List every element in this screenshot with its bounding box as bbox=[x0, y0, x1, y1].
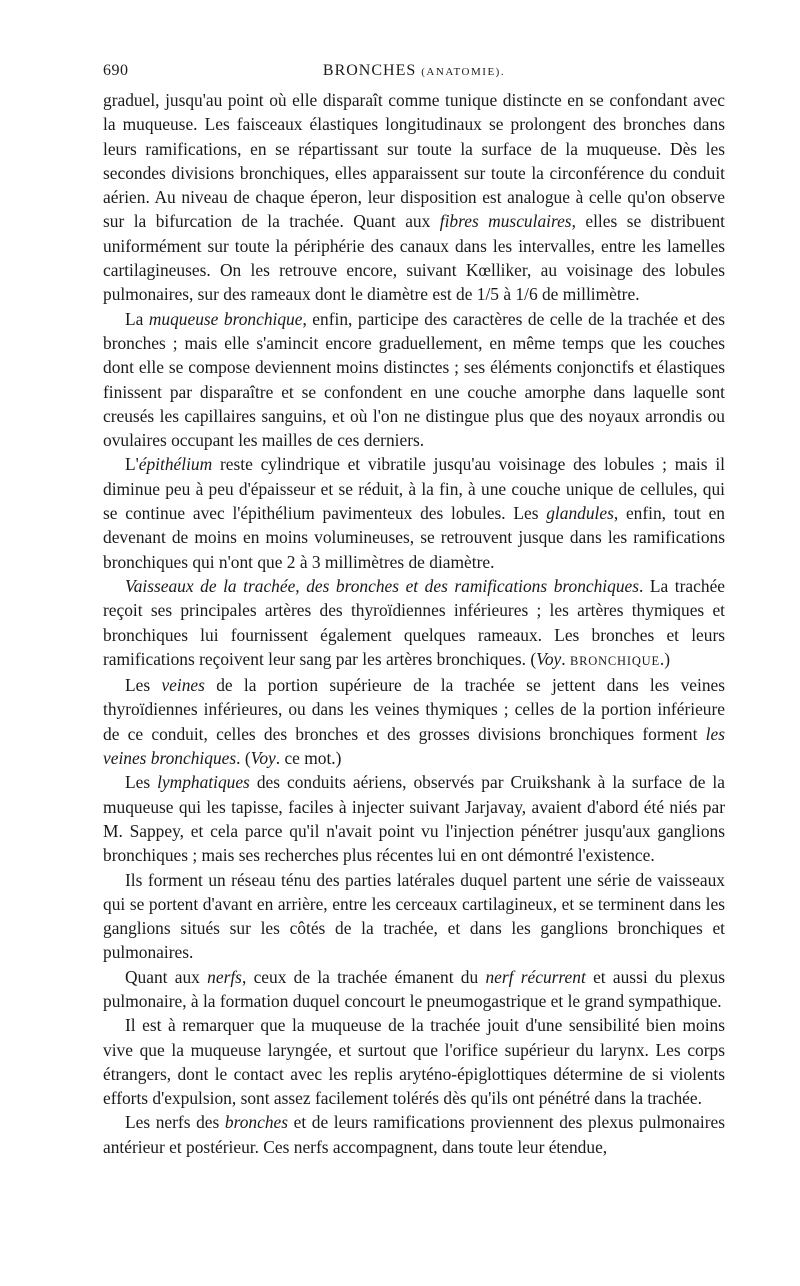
text-run: , enfin, tout en devenant de moins en moins volumineuses, se retrouvent jusque dans les ramifications bronchiques qui n'ont que 2 à 3 millimètres de diamètre. bbox=[103, 503, 725, 572]
text-run: L' bbox=[125, 454, 139, 475]
paragraph bbox=[103, 88, 725, 307]
paragraph bbox=[103, 1013, 725, 1110]
paragraph bbox=[103, 673, 725, 770]
text-run: . ce mot.) bbox=[275, 748, 342, 769]
text-run: . bbox=[561, 648, 570, 669]
text-run: La bbox=[125, 308, 149, 329]
page-header bbox=[103, 62, 725, 88]
italic-text: Vaisseaux de la trachée, des bronches et des ramifications bronchiques bbox=[125, 575, 640, 596]
text-run: . ( bbox=[236, 748, 251, 769]
paragraph bbox=[103, 574, 725, 673]
text-run: de la portion supérieure de la trachée se jettent dans les veines thyroïdiennes inférieures, ou dans les veines thymiques ; celles de la portion inférieure de ce conduit, celles des bronches et des grosses divisions bronchiques forment bbox=[103, 675, 725, 744]
text-run: , elles se distribuent uniformément sur toute la périphérie des canaux dans les intervalles, entre les lamelles cartilagineuses. On les retrouve encore, suivant Kœlliker, au voisinage des lobules pulmonaires, sur des rameaux dont le diamètre est de 1/5 à 1/6 de millimètre. bbox=[103, 211, 726, 305]
italic-text: glandules bbox=[546, 503, 614, 524]
paragraph bbox=[103, 307, 725, 453]
italic-text: épithélium bbox=[138, 454, 213, 475]
text-run: Les nerfs des bbox=[125, 1112, 225, 1133]
paragraph bbox=[103, 770, 725, 867]
text-run: des conduits aériens, observés par Cruikshank à la surface de la muqueuse qui les tapisse, faciles à injecter suivant Jarjavay, avaient d'abord été niés par M. Sappey, et cela parce qu'il n'avait point vu l'injection pénétrer jusqu'aux ganglions bronchiques ; mais ses recherches plus récentes lui en ont démontré l'existence. bbox=[103, 772, 725, 866]
text-run: , ceux de la trachée émanent du bbox=[241, 966, 486, 987]
text-run: Quant aux bbox=[125, 966, 208, 987]
text-run: et aussi du plexus pulmonaire, à la formation duquel concourt le pneumogastrique et le grand sympathique. bbox=[103, 966, 725, 1011]
paragraph bbox=[103, 965, 725, 1014]
text-run: Ils forment un réseau ténu des parties latérales duquel partent une série de vaisseaux qui se portent d'avant en arrière, entre les cerceaux cartilagineux, et se terminent dans les ganglions situés sur les côtés de la trachée, et dans les ganglions bronchiques et pulmonaires. bbox=[103, 869, 725, 963]
body-text bbox=[103, 88, 725, 1159]
italic-text: les veines bronchiques bbox=[103, 723, 725, 769]
book-page bbox=[103, 62, 725, 1159]
text-run: reste cylindrique et vibratile jusqu'au voisinage des lobules ; mais il diminue peu à peu d'épaisseur et se réduit, à la fin, à une couche unique de cellules, qui se continue avec l'épithélium pavimenteux des lobules. Les bbox=[103, 454, 725, 524]
small-caps-text: BRONCHIQUE bbox=[569, 653, 660, 668]
paragraph bbox=[103, 452, 725, 573]
italic-text: Voy bbox=[536, 648, 562, 669]
italic-text: muqueuse bronchique bbox=[148, 308, 303, 329]
paragraph bbox=[103, 1110, 725, 1159]
text-run: graduel, jusqu'au point où elle disparaît comme tunique distincte en se confondant avec la muqueuse. Les faisceaux élastiques longitudinaux se prolongent des bronches dans leurs ramifications, en se répartissant sur toute la surface de la muqueuse. Dès les secondes divisions bronchiques, elles apparaissent sur toute la circonférence du conduit aérien. Au niveau de chaque éperon, leur disposition est analogue à celle qu'on observe sur la bifurcation de la trachée. Quant aux bbox=[103, 90, 725, 232]
italic-text: Voy bbox=[250, 748, 276, 769]
running-head-subtitle: (ANATOMIE). bbox=[421, 66, 506, 78]
running-head bbox=[103, 62, 725, 80]
running-head-title: BRONCHES bbox=[322, 62, 417, 79]
italic-text: veines bbox=[161, 675, 205, 696]
italic-text: nerf récurrent bbox=[485, 966, 586, 987]
italic-text: fibres musculaires bbox=[439, 211, 572, 232]
text-run: Les bbox=[125, 772, 158, 793]
text-run: , enfin, participe des caractères de celle de la trachée et des bronches ; mais elle s'amincit encore graduellement, en même temps que les couches dont elle se compose deviennent moins distinctes ; ses éléments conjonctifs et élastiques finissent par disparaître et se confondent en une couche amorphe dans laquelle sont creusés les capillaires sanguins, et où l'on ne distingue plus que des noyaux arrondis ou ovulaires occupant les mailles de ces derniers. bbox=[103, 308, 725, 451]
text-run: . La trachée reçoit ses principales artères des thyroïdiennes inférieures ; les artères thymiques et bronchiques lui fournissent également quelques rameaux. Les bronches et leurs ramifications reçoivent leur sang par les artères bronchiques. ( bbox=[103, 575, 726, 669]
text-run: .) bbox=[659, 648, 671, 669]
italic-text: bronches bbox=[224, 1112, 288, 1133]
text-run: et de leurs ramifications proviennent des plexus pulmonaires antérieur et postérieur. Ces nerfs accompagnent, dans toute leur étendue, bbox=[103, 1112, 725, 1157]
text-run: Les bbox=[125, 675, 162, 696]
page-number: 690 bbox=[103, 62, 129, 79]
italic-text: lymphatiques bbox=[157, 772, 250, 793]
italic-text: nerfs bbox=[207, 966, 242, 987]
text-run: Il est à remarquer que la muqueuse de la trachée jouit d'une sensibilité bien moins vive que la muqueuse laryngée, et surtout que l'orifice supérieur du larynx. Les corps étrangers, dont le contact avec les replis aryténo-épiglottiques détermine de si violents efforts d'expulsion, sont assez facilement tolérés dès qu'ils ont pénétré dans la trachée. bbox=[103, 1015, 725, 1109]
paragraph bbox=[103, 868, 725, 965]
